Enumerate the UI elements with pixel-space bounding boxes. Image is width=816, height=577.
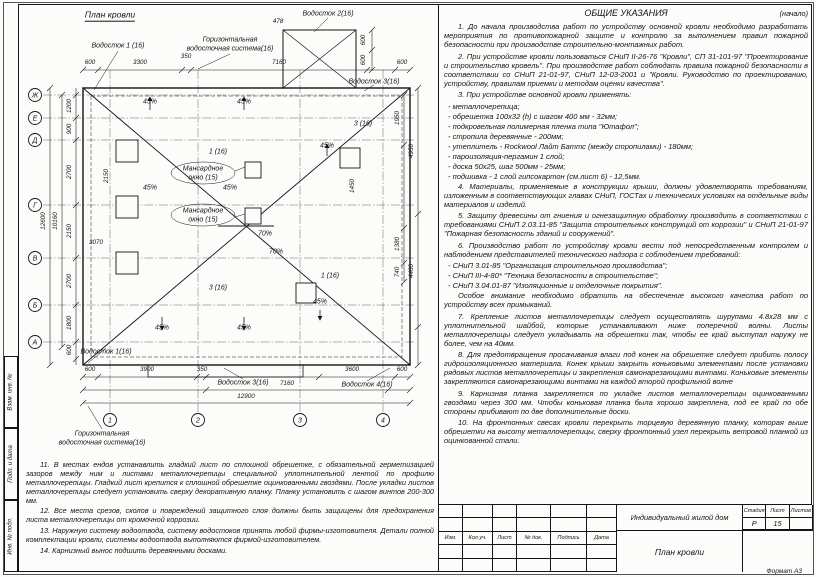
axis-col-number: 4 bbox=[381, 417, 385, 425]
downspout-3-label: Водосток 3(16) bbox=[217, 379, 269, 387]
dim-label: 1200 bbox=[65, 98, 73, 114]
slope-label: 45% bbox=[154, 324, 170, 332]
stage-value: Р bbox=[743, 518, 766, 531]
note-paragraph: 12. Все места срезов, сколов и повреждений защитного слоя должны быть защищены для предохранения листа металлочерепицы от кромочной коррозии. bbox=[26, 506, 434, 525]
revision-cell bbox=[551, 559, 587, 572]
revision-cell bbox=[439, 505, 463, 518]
slope-label: 45% bbox=[142, 98, 158, 106]
stage-sheet-table bbox=[743, 505, 813, 530]
slope-label: 45% bbox=[319, 142, 335, 150]
dim-label: 350 bbox=[180, 52, 192, 60]
revision-cell bbox=[463, 545, 493, 558]
revision-header-cell: № док. bbox=[517, 532, 551, 545]
axis-col-number: 3 bbox=[298, 417, 302, 425]
stamp-label: Подп. и дата bbox=[8, 445, 14, 483]
stamp-cell-inv-podl bbox=[4, 500, 18, 572]
revision-header-cell: Дата bbox=[587, 532, 617, 545]
title-block bbox=[438, 504, 812, 572]
dim-label: 740 bbox=[393, 266, 401, 278]
revision-cell bbox=[587, 559, 617, 572]
dim-label: 4460 bbox=[407, 263, 415, 279]
revision-cell bbox=[551, 505, 587, 518]
general-notes-pane bbox=[444, 8, 808, 448]
general-note-paragraph: Особое внимание необходимо обратить на обеспечение высокого качества работ по устройству всех примыканий. bbox=[444, 291, 808, 309]
general-note-paragraph: - стропила деревянные - 200мм; bbox=[448, 131, 564, 141]
pane-divider bbox=[438, 4, 439, 572]
revision-cell bbox=[551, 545, 587, 558]
gutter-system-label: водосточная система(16) bbox=[58, 439, 146, 447]
revision-cell bbox=[493, 505, 517, 518]
revision-cell bbox=[493, 518, 517, 531]
note-paragraph: 11. В местах ендов устанавлить гладкий лист по сплошной обрешетке, с обязательной герметизацией зазоров между ним и листами металлочерепицы специальной уплотнительной лентой по профилю металлочерепицы. Гладкий лист крепится к сплошной обрешетке оцинкованными гвоздями. После укладки листов металлочерепицы следует установить сверху декоративную планку. Планку установить с шагом винтов 200-300 мм. bbox=[26, 460, 434, 505]
dim-label: 2150 bbox=[102, 168, 110, 184]
revision-header-cell: Лист bbox=[493, 532, 517, 545]
general-note-paragraph: 1. До начала производства работ по устройству основной кровли необходимо разработать мероприятия по противопожарной защите и контролю за выполнением правил пожарной безопасности при производстве строительно-монтажных работ. bbox=[444, 22, 808, 49]
axis-row-letter: Е bbox=[32, 115, 38, 123]
sheets-total bbox=[790, 518, 813, 531]
sheet-number: 15 bbox=[766, 518, 789, 531]
dim-label: 7160 bbox=[279, 379, 295, 387]
axis-row-letter: Ж bbox=[31, 92, 39, 100]
format-label: Формат А3 bbox=[766, 568, 802, 575]
dim-label: 600 bbox=[84, 365, 96, 373]
sheets-label: Листов bbox=[790, 505, 813, 518]
general-note-paragraph: - пароизоляция-пергамин 1 слой; bbox=[448, 151, 565, 161]
roof-plan-drawing bbox=[22, 6, 436, 458]
general-notes-body bbox=[444, 22, 808, 445]
mansard-window-label: окно (15) bbox=[188, 174, 218, 182]
general-note-paragraph: - СНиП III-4-80* "Техника безопасности в строительстве"; bbox=[448, 271, 659, 280]
general-note-paragraph: - подшивка - 1 слой гипсокартон (см.лист 6) - 12,5мм. bbox=[448, 171, 641, 181]
dim-label: 1800 bbox=[65, 315, 73, 331]
slope-label: 45% bbox=[312, 298, 328, 306]
general-notes-header bbox=[444, 8, 808, 18]
revision-cell bbox=[517, 545, 551, 558]
general-note-paragraph: 8. Для предотвращения просачивания влаги под конек на обрешетке следует прибить полосу гидроизоляционного материала. Конек крыши закрыть коньковыми элементами после установки рядовых листов металлочерепицы и закрепления самонарезающими винтами. Коньковые элементы закрепляются самонарезающими винтами на каждой второй профильной волне bbox=[444, 350, 808, 386]
dim-label: 3900 bbox=[139, 365, 155, 373]
axis-row-letter: А bbox=[32, 339, 38, 347]
general-note-paragraph: - СНиП 3.04.01-87 "Изоляционные и отделочные покрытия". bbox=[448, 281, 663, 290]
dim-label: 600 bbox=[396, 365, 408, 373]
downspout-2-label: Водосток 2(16) bbox=[302, 10, 354, 18]
revision-cell bbox=[439, 559, 463, 572]
project-name: Индивидуальный жилой дом bbox=[617, 505, 743, 530]
general-note-paragraph: - доска 50х25, шаг 500мм - 25мм; bbox=[448, 161, 566, 171]
axis-row-letter: Д bbox=[32, 137, 38, 145]
sheet-title: План кровли bbox=[617, 531, 743, 572]
revision-cell bbox=[463, 505, 493, 518]
gutter-system-label: Горизонтальная bbox=[202, 36, 258, 44]
dim-label: 600 bbox=[359, 34, 367, 46]
general-note-paragraph: 6. Производство работ по устройству кровли вести под непосредственным контролем и наблюдением представителей технического надзора с соблюдением требований: bbox=[444, 240, 808, 259]
slope-label: 45% bbox=[222, 184, 238, 192]
revision-cell bbox=[517, 559, 551, 572]
dim-label: 12600 bbox=[39, 212, 47, 230]
title-block-bottom-row bbox=[617, 531, 813, 572]
revision-cell bbox=[587, 518, 617, 531]
revision-cell bbox=[463, 518, 493, 531]
dim-label: 600 bbox=[359, 54, 367, 66]
dim-label: 4950 bbox=[407, 143, 415, 159]
gutter-system-label: Горизонтальная bbox=[74, 430, 130, 438]
slope-ref-label: 1 (16) bbox=[320, 272, 340, 280]
revision-header-cell: Подпись bbox=[551, 532, 587, 545]
mansard-window-label: Мансардное bbox=[182, 207, 224, 215]
general-note-paragraph: - подкровельная полимерная пленка типа "Ютафол"; bbox=[448, 121, 639, 131]
slope-label: 45% bbox=[142, 184, 158, 192]
general-note-paragraph: 2. При устройстве кровли пользоваться СНиП II-26-76 "Кровли", СП 31-101-97 "Проектирование и строительство кровель". При производстве работ соблюдать правила пожарной безопасности в соответствии со СНиП 21-01-97, СНиП 12-03-2001 и "Кровли. Руководство по проектированию, устройству, правилам приемки и методам оценки качества". bbox=[444, 51, 808, 88]
axis-col-number: 2 bbox=[196, 417, 200, 425]
gutter-system-label: водосточная система(16) bbox=[186, 45, 274, 53]
downspout-1-label: Водосток 1(16) bbox=[80, 348, 132, 356]
slope-label: 70% bbox=[257, 230, 273, 238]
title-block-right bbox=[617, 505, 813, 572]
revision-cell bbox=[517, 505, 551, 518]
dim-label: 2700 bbox=[65, 273, 73, 289]
general-note-paragraph: 9. Карнизная планка закрепляется по укладке листов металлочерепицы оцинкованными гвоздями через 300 мм. Чтобы коньковая планка была хорошо закреплена, под ее край по обе стороны прибивают по две дополнительные доски. bbox=[444, 388, 808, 416]
stamp-label: Инв. № подл. bbox=[8, 517, 15, 555]
dim-label: 478 bbox=[272, 17, 284, 25]
downspout-3-label: Водосток 3(16) bbox=[348, 78, 400, 86]
general-note-paragraph: - СНиП 3.01-85 "Организация строительного производства"; bbox=[448, 261, 668, 270]
dim-label: 2150 bbox=[65, 223, 73, 239]
revision-cell bbox=[493, 545, 517, 558]
notes-11-14 bbox=[26, 461, 434, 558]
slope-label: 45% bbox=[236, 324, 252, 332]
sheet-label: Лист bbox=[766, 505, 789, 518]
revision-cell bbox=[587, 545, 617, 558]
downspout-4-label: Водосток 4(16) bbox=[341, 381, 393, 389]
revision-cell bbox=[493, 559, 517, 572]
stage-value-row bbox=[743, 518, 813, 531]
mansard-window-label: Мансардное bbox=[182, 165, 224, 173]
mansard-window-label: окно (15) bbox=[188, 216, 218, 224]
dim-label: 600 bbox=[65, 344, 73, 356]
stamp-cell-podp-data bbox=[4, 428, 18, 500]
general-notes-title: ОБЩИЕ УКАЗАНИЯ bbox=[584, 8, 668, 18]
slope-label: 45% bbox=[236, 98, 252, 106]
revision-header-cell: Кол.уч. bbox=[463, 532, 493, 545]
slope-label: 70% bbox=[268, 248, 284, 256]
slope-ref-label: 1 (16) bbox=[208, 148, 228, 156]
dim-label: 3600 bbox=[344, 365, 360, 373]
slope-ref-label: 3 (16) bbox=[353, 120, 373, 128]
revision-cell bbox=[463, 559, 493, 572]
general-notes-subtitle: (начало) bbox=[779, 9, 808, 18]
axis-col-number: 1 bbox=[108, 417, 112, 425]
general-note-paragraph: - металлочерепица; bbox=[448, 101, 520, 111]
revision-cell bbox=[439, 518, 463, 531]
stamp-cell-vzam-inv bbox=[4, 356, 18, 428]
general-note-paragraph: 10. На фронтонных свесах кровли перекрыть торцевую деревянную планку, которая выше обрешетки на высоту металлочерепицы, сверху фронтонный узел перекрыть ветровой планкой из оцинкованной стали. bbox=[444, 418, 808, 445]
axis-row-letter: Б bbox=[32, 302, 38, 310]
general-note-paragraph: - утеплитель - Rockwool Лайт Баттс (между стропилами) - 180мм; bbox=[448, 141, 694, 151]
dim-label: 1450 bbox=[348, 178, 356, 194]
slope-ref-label: 3 (16) bbox=[208, 284, 228, 292]
stage-label: Стадия bbox=[743, 505, 766, 518]
revision-cell bbox=[517, 518, 551, 531]
drawing-title: План кровли bbox=[84, 9, 136, 20]
note-paragraph: 13. Наружную систему водоотвода, систему водостоков принять любой фирмы-изготовителя. Детали полной комплектации кровли, системы водоотвода выполняются фирмой-изготовителем. bbox=[26, 526, 434, 545]
general-note-paragraph: - обрешетка 100х32 (h) с шагом 400 мм - 32мм; bbox=[448, 111, 618, 121]
dim-label: 7160 bbox=[271, 58, 287, 66]
general-note-paragraph: 7. Крепление листов металлочерепицы следует осуществлять шурупами 4.8х28 мм с уплотнительной шайбой, которые устанавливают ниже поперечной волны. Листы металлочерепицы следует укладывать на обрешетки так, чтобы ее край выступал наружу не более, чем на 40мм. bbox=[444, 311, 808, 348]
organization-cell bbox=[743, 531, 813, 572]
dim-label: 1950 bbox=[393, 110, 401, 126]
dim-label: 3070 bbox=[88, 238, 104, 246]
general-note-paragraph: 3. При устройстве основной кровли применять: bbox=[458, 90, 632, 99]
axis-row-letter: В bbox=[32, 255, 38, 263]
plan-labels-overlay bbox=[22, 6, 436, 458]
revision-header-cell: Изм. bbox=[439, 532, 463, 545]
stage-header-row bbox=[743, 505, 813, 518]
dim-label: 350 bbox=[196, 365, 208, 373]
axis-row-letter: Г bbox=[33, 202, 37, 210]
general-note-paragraph: 5. Защиту древесины от гниения и огнезащитную обработку производить в соответствии с требованиями СНиП 2.03.11-85 "Защита строительных конструкций от коррозии" и СНиП 21-01-97 "Пожарная безопасность зданий и сооружений". bbox=[444, 211, 808, 238]
revision-cell bbox=[439, 545, 463, 558]
dim-label: 12900 bbox=[237, 392, 255, 400]
dim-label: 2700 bbox=[65, 164, 73, 180]
dim-label: 600 bbox=[84, 58, 96, 66]
dim-label: 3300 bbox=[132, 58, 148, 66]
dim-label: 600 bbox=[396, 58, 408, 66]
revision-table bbox=[439, 505, 617, 572]
note-paragraph: 14. Карнизный вынос подшить деревянными досками. bbox=[40, 546, 228, 556]
dim-label: 10160 bbox=[51, 212, 59, 230]
revision-cell bbox=[551, 518, 587, 531]
dim-label: 1380 bbox=[393, 236, 401, 252]
dim-label: 900 bbox=[65, 123, 73, 135]
title-block-top-row bbox=[617, 505, 813, 531]
general-note-paragraph: 4. Материалы, применяемые в конструкции крыши, должны удовлетворять требованиям, изложенным в соответствующих главах СНиП, ГОСТах и технических условиях на отдельные виды материалов и изделий. bbox=[444, 181, 808, 209]
downspout-1-label: Водосток 1 (16) bbox=[91, 42, 145, 50]
stamp-label: Взам. инв. № bbox=[8, 373, 14, 411]
revision-cell bbox=[587, 505, 617, 518]
